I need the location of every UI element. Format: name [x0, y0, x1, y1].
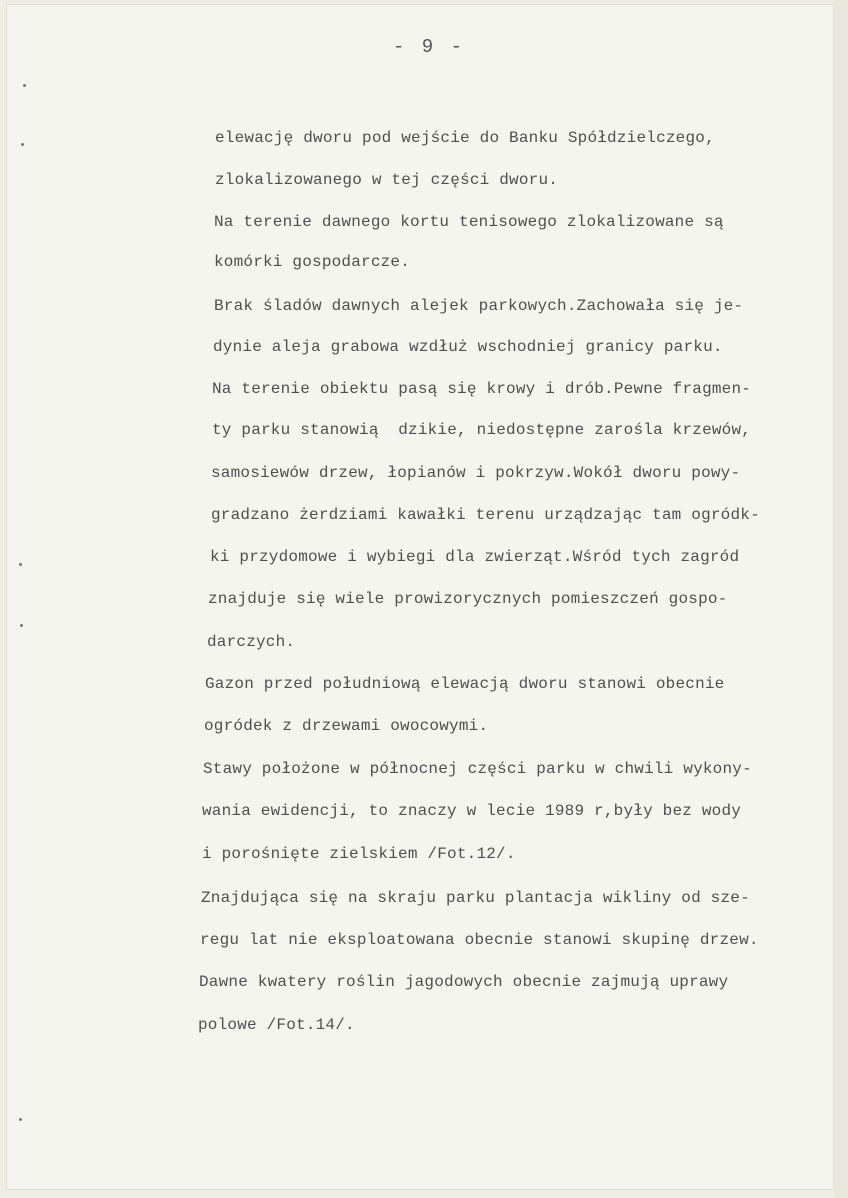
- scan-speck: [23, 84, 26, 87]
- text-line: Stawy położone w północnej części parku w chwili wykony-: [203, 760, 752, 778]
- text-line: polowe /Fot.14/.: [198, 1016, 355, 1034]
- text-line: Brak śladów dawnych alejek parkowych.Zachowała się je-: [214, 297, 744, 315]
- text-line: ki przydomowe i wybiegi dla zwierząt.Wśród tych zagród: [210, 548, 740, 566]
- text-line: Gazon przed południową elewacją dworu stanowi obecnie: [205, 675, 725, 693]
- text-line: zlokalizowanego w tej części dworu.: [215, 171, 559, 189]
- scan-speck: [21, 143, 24, 146]
- text-line: znajduje się wiele prowizorycznych pomieszczeń gospo-: [208, 590, 728, 608]
- text-line: dynie aleja grabowa wzdłuż wschodniej granicy parku.: [213, 338, 723, 356]
- text-line: Dawne kwatery roślin jagodowych obecnie zajmują uprawy: [199, 973, 729, 991]
- text-line: regu lat nie eksploatowana obecnie stanowi skupinę drzew.: [200, 931, 759, 949]
- text-line: elewację dworu pod wejście do Banku Spółdzielczego,: [215, 129, 715, 147]
- text-line: wania ewidencji, to znaczy w lecie 1989 r,były bez wody: [202, 802, 742, 820]
- scan-speck: [19, 1118, 22, 1121]
- text-line: gradzano żerdziami kawałki terenu urządzając tam ogródk-: [211, 506, 760, 524]
- scan-speck: [19, 563, 22, 566]
- text-line: Znajdująca się na skraju parku plantacja wikliny od sze-: [201, 889, 750, 907]
- text-line: komórki gospodarcze.: [214, 253, 411, 271]
- text-line: ogródek z drzewami owocowymi.: [204, 717, 489, 735]
- text-line: i porośnięte zielskiem /Fot.12/.: [202, 845, 516, 863]
- text-line: darczych.: [207, 633, 296, 651]
- text-line: samosiewów drzew, łopianów i pokrzyw.Wokół dworu powy-: [211, 464, 741, 482]
- text-line: ty parku stanowią dzikie, niedostępne zarośla krzewów,: [212, 421, 752, 439]
- scan-speck: [20, 624, 23, 627]
- text-line: Na terenie obiektu pasą się krowy i drób.Pewne fragmen-: [212, 380, 752, 398]
- text-line: Na terenie dawnego kortu tenisowego zlokalizowane są: [214, 213, 724, 231]
- page-number: - 9 -: [393, 36, 466, 58]
